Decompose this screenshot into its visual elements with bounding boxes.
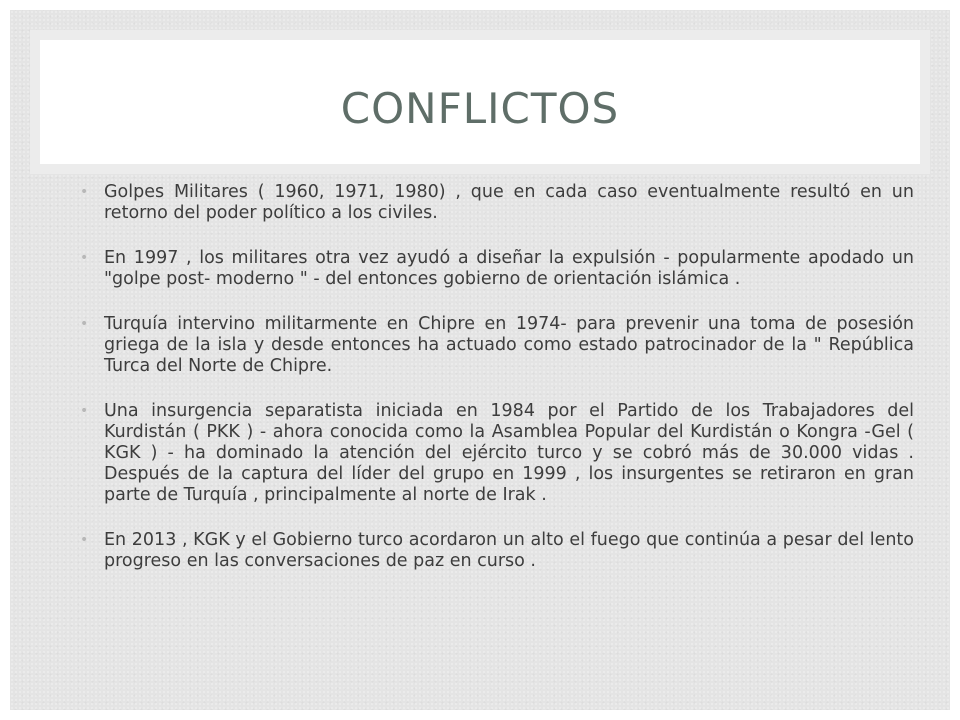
bullet-icon: • xyxy=(80,184,89,200)
bullet-item-insurgencia xyxy=(78,401,914,506)
bullet-item-2013 xyxy=(78,530,914,572)
bullet-item-golpes xyxy=(78,182,914,224)
bullet-text: Golpes Militares ( 1960, 1971, 1980) , que en cada caso eventualmente resultó en un retorno del poder político a los civiles. xyxy=(104,182,914,223)
bullet-item-1997 xyxy=(78,248,914,290)
bullet-text: En 1997 , los militares otra vez ayudó a diseñar la expulsión - popularmente apodado un "golpe post- moderno " - del entonces gobierno de orientación islámica . xyxy=(104,248,914,289)
bullet-text: Una insurgencia separatista iniciada en 1984 por el Partido de los Trabajadores del Kurdistán ( PKK ) - ahora conocida como la Asamblea Popular del Kurdistán o Kongra -Gel ( KGK ) - ha dominado la atención del ejército turco y se cobró más de 30.000 vidas . Después de la captura del líder del grupo en 1999 , los insurgentes se retiraron en gran parte de Turquía , principalmente al norte de Irak . xyxy=(104,401,914,505)
bullet-icon: • xyxy=(80,250,89,266)
slide-title: CONFLICTOS xyxy=(340,83,620,133)
bullet-icon: • xyxy=(80,532,89,548)
title-box xyxy=(40,40,920,164)
title-band xyxy=(30,30,930,174)
slide xyxy=(10,10,950,710)
bullet-list xyxy=(78,182,914,596)
bullet-icon: • xyxy=(80,403,89,419)
bullet-item-chipre xyxy=(78,314,914,377)
bullet-text: En 2013 , KGK y el Gobierno turco acordaron un alto el fuego que continúa a pesar del lento progreso en las conversaciones de paz en curso . xyxy=(104,530,914,571)
bullet-icon: • xyxy=(80,316,89,332)
bullet-text: Turquía intervino militarmente en Chipre en 1974- para prevenir una toma de posesión griega de la isla y desde entonces ha actuado como estado patrocinador de la " República Turca del Norte de Chipre. xyxy=(104,314,914,376)
